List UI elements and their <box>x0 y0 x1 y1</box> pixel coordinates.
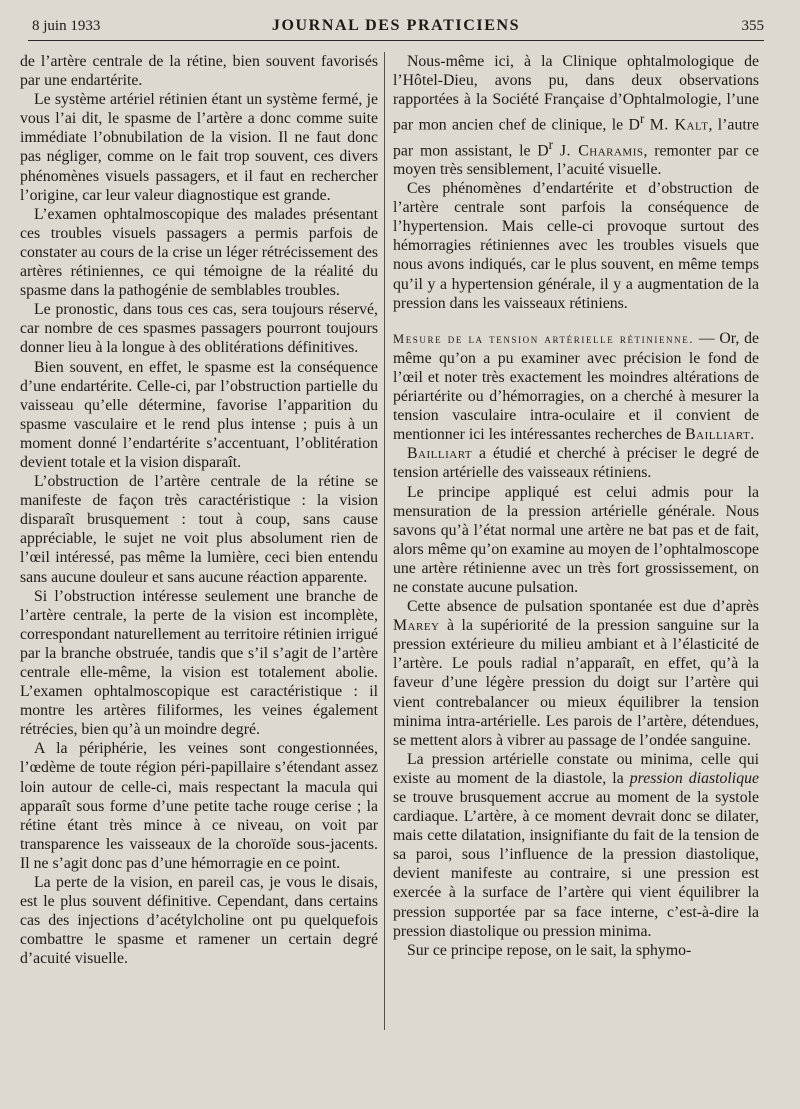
page-number: 355 <box>741 18 764 34</box>
left-paragraph-1: de l’artère centrale de la rétine, bien souvent favorisés par une endartérite. <box>20 53 378 90</box>
right-paragraph-1: Nous-même ici, à la Clinique ophtalmologique de l’Hôtel-Dieu, avons pu, dans deux observations rapportées à la Société Française d’Ophtalmologie, l’une par mon ancien chef de clinique, le $D^r$ M. Kalt, l’autre par mon assistant, le $D^r$ J. Charamis, remonter par ce moyen très sensiblement, l’acuité visuelle. <box>393 53 760 178</box>
column-divider <box>384 52 385 1030</box>
right-paragraph-3: Mesure de la tension artérielle rétinienne. — Or, de même qu’on a pu examiner avec précision le fond de l’œil et noter très exactement les moindres altérations de périartérite ou d’hémorragies, on a cherché à mesurer la tension vasculaire intra-oculaire et il convient de mentionner ici les intéressantes recherches de Bailliart. <box>393 329 760 444</box>
page-header <box>28 14 764 41</box>
left-paragraph-6: L’obstruction de l’artère centrale de la rétine se manifeste de façon très caractéristique : la vision disparaît brusquement : tout à coup, sans cause appréciable, le sujet ne voit plus absolument rien de l’œil intéressé, pas même la lumière, ceci bien entendu sans aucune douleur et sans aucune réaction apparente. <box>20 473 378 586</box>
left-paragraph-3: L’examen ophtalmoscopique des malades présentant ces troubles visuels passagers a permis parfois de constater au cours de la crise un léger rétrécissement des artères rétiniennes, ce qui témoigne de la réalité du spasme dans la pathogénie de semblables troubles. <box>20 205 378 300</box>
right-paragraph-4: Bailliart a étudié et cherché à préciser le degré de tension artérielle des vaisseaux rétiniens. <box>393 445 759 482</box>
author-name-marey: Marey <box>393 617 440 635</box>
right-paragraph-2: Ces phénomènes d’endartérite et d’obstruction de l’artère centrale sont parfois la conséquence de l’hypertension. Mais celle-ci provoque surtout des hémorragies rétiniennes avec les troubles visuels que nous avons indiqués, car le plus souvent, en même temps qu’il y a hypertension générale, il y a augmentation de la pression dans les vaisseaux rétiniens. <box>393 180 759 312</box>
right-column <box>393 52 759 960</box>
left-paragraph-2: Le système artériel rétinien étant un système fermé, je vous l’ai dit, le spasme de l’artère a donc comme suite immédiate l’obnubilation de la vision. Il ne faut donc pas négliger, comme on le fait trop souvent, ces divers phénomènes visuels passagers, et il faut en rechercher l’origine, car leur valeur diagnostique est grande. <box>20 91 378 204</box>
italic-term: pression diastolique <box>629 769 760 787</box>
journal-title: JOURNAL DES PRATICIENS <box>271 17 521 34</box>
left-paragraph-9: La perte de la vision, en pareil cas, je vous le disais, est le plus souvent définitive. Cependant, dans certains cas des injections d’acétylcholine ont pu quelquefois combattre le spasme et ramener un certain degré d’acuité visuelle. <box>20 874 378 968</box>
left-paragraph-4: Le pronostic, dans tous ces cas, sera toujours réservé, car nombre de ces spasmes passagers pourront toujours donner lieu à la longue à des oblitérations définitives. <box>20 301 378 357</box>
left-paragraph-5: Bien souvent, en effet, le spasme est la conséquence d’une endartérite. Celle-ci, par l’obstruction partielle du vaisseau qu’elle détermine, favorise l’apparition du spasme vasculaire et le rend plus intense ; puis à un moment donné l’endartérite s’accentuant, l’oblitération devient totale et la vision disparaît. <box>20 358 378 471</box>
section-heading: Mesure de la tension artérielle rétinienne. <box>393 331 695 346</box>
right-paragraph-5: Le principe appliqué est celui admis pour la mensuration de la pression artérielle générale. Nous savons qu’à l’état normal une artère ne bat pas et de fait, alors même qu’on examine au moyen de l’ophtalmoscope une artère rétinienne avec un très fort grossissement, on ne constate aucune pulsation. <box>393 483 759 596</box>
right-paragraph-6: Cette absence de pulsation spontanée est due d’après Marey à la supériorité de la pression sanguine sur la pression extérieure du milieu ambiant et à l’élasticité de l’artère. Le pouls radial n’apparaît, en effet, qu’à la faveur d’une légère pression du doigt sur l’artère qui vient contrebalancer ou mieux équilibrer la tension minima intra-artérielle. Les parois de l’artère, détendues, se mettent alors à vibrer au passage de l’ondée sanguine. <box>393 598 759 749</box>
header-date: 8 juin 1933 <box>32 18 101 34</box>
left-paragraph-8: A la périphérie, les veines sont congestionnées, l’œdème de toute région péri-papillaire s’étendant assez loin autour de celle-ci, mais respectant la macula qui apparaît sous forme d’une petite tache rouge cerise ; la rétine étant très mince à ce niveau, on voit par transparence les vaisseaux de la choroïde sous-jacents. Il ne s’agit donc pas d’une hémorragie en ce point. <box>20 740 378 872</box>
author-name-kalt: M. Kalt <box>649 116 709 134</box>
left-column <box>20 52 378 969</box>
left-paragraph-7: Si l’obstruction intéresse seulement une branche de l’artère centrale, la perte de la vision est incomplète, correspondant naturellement au territoire rétinien irrigué par la branche obstruée, tandis que s’il s’agit de l’artère centrale elle-même, la vision est totalement abolie. L’examen ophtalmoscopique est caractéristique : il montre les artères filiformes, les veines également rétrécies, bien qu’à un moindre degré. <box>20 587 378 739</box>
author-name-bailliart: Bailliart <box>407 445 473 463</box>
author-name-bailliart: Bailliart <box>685 426 751 444</box>
author-name-charamis: J. Charamis <box>559 141 644 159</box>
right-paragraph-8: Sur ce principe repose, on le sait, la sphymo- <box>407 941 692 959</box>
right-paragraph-7: La pression artérielle constate ou minima, celle qui existe au moment de la diastole, la pression diastolique se trouve brusquement accrue au moment de la systole cardiaque. L’artère, à ce moment devrait donc se dilater, mais cette dilatation, insignifiante du fait de la tension de sa paroi, sous l’influence de la pression diastolique, devient manifeste au contraire, si une pression est exercée à la surface de l’artère qui vient équilibrer la pression supportée par sa face interne, c’est-à-dire la pression diastolique ou pression minima. <box>393 750 760 940</box>
